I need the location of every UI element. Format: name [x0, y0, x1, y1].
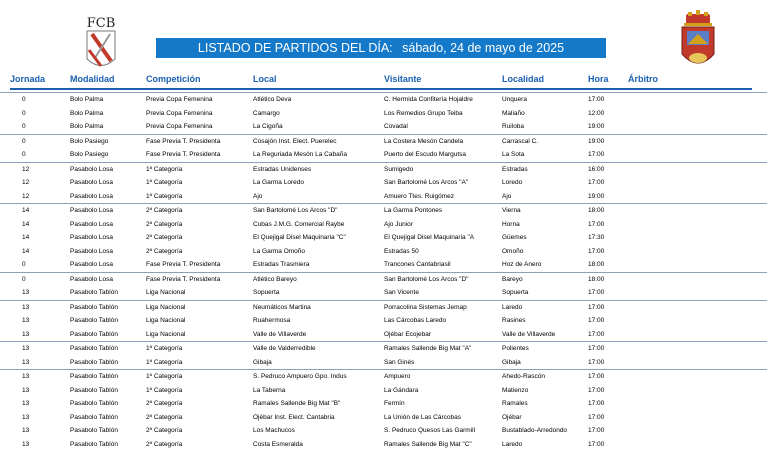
cell-modalidad: Pasabolo Tablón	[70, 427, 118, 434]
cell-competicion: 1ª Categoría	[146, 179, 183, 186]
cell-local: Sopuerta	[253, 289, 280, 296]
cell-local: Los Machucos	[253, 427, 295, 434]
table-row	[0, 218, 767, 232]
cell-localidad: Bareyo	[502, 275, 523, 283]
cell-visitante: La Costera Mesón Candela	[384, 137, 464, 145]
cell-modalidad: Bolo Pasiego	[70, 137, 109, 145]
fcb-logo	[80, 14, 122, 74]
cell-local: Costa Esmeralda	[253, 440, 303, 448]
cell-jornada: 13	[22, 440, 30, 448]
cell-competicion: Liga Nacional	[146, 303, 186, 311]
cell-localidad: Laredo	[502, 440, 523, 448]
table-row	[0, 369, 767, 384]
title-bar	[156, 38, 606, 58]
cell-competicion: 1ª Categoría	[146, 358, 183, 366]
cell-visitante: S. Pedruco Quesos Las Garmill	[384, 427, 476, 434]
cell-hora: 17:00	[588, 151, 605, 158]
cell-visitante: La Garma Pontones	[384, 207, 443, 214]
cell-localidad: Sopuerta	[502, 289, 529, 296]
table-row	[0, 286, 767, 300]
cell-localidad: Rasines	[502, 317, 526, 324]
cell-localidad: Polientes	[502, 345, 529, 352]
cell-local: Neumáticos Martina	[253, 303, 311, 311]
cell-localidad: Carrascal C.	[502, 137, 539, 145]
cell-local: Estradas Trasmiera	[253, 261, 310, 268]
cell-localidad: Gibaja	[502, 358, 521, 366]
cell-modalidad: Pasabolo Losa	[70, 234, 114, 241]
cell-local: Camargo	[253, 109, 280, 117]
cell-visitante: Trancones Cantabriasil	[384, 261, 451, 268]
cell-visitante: Los Remedios Grupo Teiba	[384, 109, 463, 117]
cell-local: La Reguriada Mesón La Cabaña	[253, 151, 347, 158]
header-arbitro: Árbitro	[628, 74, 658, 84]
cell-jornada: 0	[22, 137, 26, 145]
cell-hora: 17:00	[588, 303, 605, 311]
cell-visitante: El Quejigal Disel Maquinaria "A	[384, 234, 475, 241]
cell-competicion: 1ª Categoría	[146, 165, 183, 173]
cell-modalidad: Bolo Palma	[70, 109, 104, 117]
cell-jornada: 13	[22, 386, 30, 394]
cell-competicion: Fase Previa T. Presidenta	[146, 137, 221, 145]
cell-modalidad: Pasabolo Tablón	[70, 373, 118, 380]
cell-modalidad: Pasabolo Tablón	[70, 289, 118, 296]
cell-visitante: Covadal	[384, 123, 408, 130]
cell-modalidad: Pasabolo Losa	[70, 207, 114, 214]
cell-jornada: 12	[22, 179, 30, 186]
cell-competicion: 2ª Categoría	[146, 440, 183, 448]
cell-local: Ojébar Inst. Elect. Cantabria	[253, 413, 335, 421]
title-prefix: LISTADO DE PARTIDOS DEL DÍA:	[197, 41, 393, 55]
table-row	[0, 300, 767, 315]
cell-hora: 17:00	[588, 317, 605, 324]
cell-visitante: Amuero Ttes. Ruigómez	[384, 192, 454, 200]
cell-hora: 19:00	[588, 123, 605, 130]
cell-local: Gibaja	[253, 358, 272, 366]
cell-local: Atlético Deva	[253, 96, 292, 103]
cell-hora: 16:00	[588, 165, 605, 173]
table-row	[0, 245, 767, 259]
cell-local: Ajo	[253, 192, 263, 200]
cell-jornada: 14	[22, 207, 30, 214]
cell-visitante: Estradas 50	[384, 247, 419, 255]
cell-competicion: Liga Nacional	[146, 289, 186, 296]
cell-modalidad: Pasabolo Losa	[70, 247, 114, 255]
cell-jornada: 0	[22, 96, 26, 103]
cell-hora: 17:00	[588, 386, 605, 394]
table-row	[0, 258, 767, 272]
table-row	[0, 134, 767, 149]
table-row	[0, 314, 767, 328]
cell-local: La Garma Omoño	[253, 247, 306, 255]
cell-hora: 18:00	[588, 207, 605, 214]
header-competicion: Competición	[146, 74, 201, 84]
cell-jornada: 13	[22, 400, 30, 407]
cell-hora: 12:00	[588, 109, 605, 117]
cell-local: Valle de Valderredible	[253, 345, 316, 352]
fcb-logo-text: FCB	[86, 16, 116, 31]
cell-localidad: Ajo	[502, 192, 512, 200]
cell-modalidad: Pasabolo Tablón	[70, 400, 118, 407]
cell-localidad: Güemes	[502, 234, 527, 241]
cell-modalidad: Pasabolo Tablón	[70, 413, 118, 421]
cell-hora: 17:00	[588, 427, 605, 434]
table-row	[0, 341, 767, 356]
cell-hora: 17:00	[588, 413, 605, 421]
cell-jornada: 13	[22, 358, 30, 366]
cell-competicion: 2ª Categoría	[146, 427, 183, 434]
cell-visitante: Fermín	[384, 400, 405, 407]
cell-localidad: Maliaño	[502, 109, 525, 117]
cell-localidad: Ruiloba	[502, 123, 525, 130]
cell-jornada: 0	[22, 123, 26, 130]
cell-competicion: 1ª Categoría	[146, 345, 183, 352]
table-row	[0, 424, 767, 438]
cell-localidad: Ahedo-Rascón	[502, 373, 545, 380]
cell-modalidad: Pasabolo Tablón	[70, 303, 118, 311]
table-row	[0, 328, 767, 342]
cell-competicion: 2ª Categoría	[146, 400, 183, 407]
cell-visitante: Ajo Junior	[384, 220, 413, 228]
cell-competicion: 1ª Categoría	[146, 373, 183, 380]
cell-visitante: La Unión de Las Cárcobas	[384, 413, 461, 421]
cell-modalidad: Bolo Palma	[70, 96, 104, 103]
cell-local: Valle de Villaverde	[253, 330, 307, 338]
table-row	[0, 107, 767, 121]
cell-modalidad: Pasabolo Tablón	[70, 330, 118, 338]
title-date: sábado, 24 de mayo de 2025	[402, 41, 565, 55]
header-divider	[10, 88, 752, 90]
cell-visitante: San Vicente	[384, 289, 419, 296]
cell-visitante: Sumigedo	[384, 165, 414, 173]
cell-hora: 17:00	[588, 330, 605, 338]
cell-modalidad: Pasabolo Losa	[70, 261, 114, 268]
cell-visitante: San Bartolomé Los Arcos "D"	[384, 275, 469, 283]
cell-modalidad: Pasabolo Losa	[70, 179, 114, 186]
cell-modalidad: Pasabolo Tablón	[70, 440, 118, 448]
cell-localidad: Laredo	[502, 303, 523, 311]
cell-local: La Garma Loredo	[253, 179, 304, 186]
header-local: Local	[253, 74, 277, 84]
table-row	[0, 120, 767, 134]
cell-competicion: Previa Copa Femenina	[146, 96, 213, 103]
cell-modalidad: Pasabolo Tablón	[70, 345, 118, 352]
cell-jornada: 13	[22, 303, 30, 311]
cell-modalidad: Pasabolo Losa	[70, 220, 114, 228]
cell-hora: 19:00	[588, 137, 605, 145]
cell-local: San Bartolomé Los Arcos "D"	[253, 207, 338, 214]
table-row	[0, 397, 767, 411]
cell-competicion: Liga Nacional	[146, 330, 186, 338]
table-row	[0, 148, 767, 162]
table-row	[0, 438, 767, 452]
cell-localidad: Unquera	[502, 96, 527, 103]
cell-hora: 17:00	[588, 179, 605, 186]
cell-hora: 17:00	[588, 220, 605, 228]
cell-jornada: 14	[22, 220, 30, 228]
cell-modalidad: Pasabolo Tablón	[70, 386, 118, 394]
header-jornada: Jornada	[10, 74, 46, 84]
cell-competicion: Fase Previa T. Presidenta	[146, 151, 221, 158]
cell-visitante: San Ginés	[384, 358, 415, 366]
cell-local: Cosajón Inst. Elect. Puerelec	[253, 137, 337, 145]
table-row	[0, 190, 767, 204]
cell-local: S. Pedruco Ampuero Gpo. Indus	[253, 373, 347, 380]
cell-visitante: Ojébar Ecojebar	[384, 330, 431, 338]
cell-jornada: 0	[22, 261, 26, 268]
table-row	[0, 176, 767, 190]
cell-jornada: 0	[22, 275, 26, 283]
cell-jornada: 13	[22, 317, 30, 324]
cell-hora: 17:00	[588, 247, 605, 255]
cell-hora: 18:00	[588, 261, 605, 268]
cell-jornada: 13	[22, 345, 30, 352]
cell-competicion: Previa Copa Femenina	[146, 109, 213, 117]
header-localidad: Localidad	[502, 74, 545, 84]
cell-jornada: 14	[22, 247, 30, 255]
cell-visitante: Las Cárcobas Laredo	[384, 317, 447, 324]
cell-local: La Taberna	[253, 386, 286, 394]
cell-localidad: Ojébar	[502, 413, 522, 421]
cell-competicion: 2ª Categoría	[146, 413, 183, 421]
cell-competicion: 2ª Categoría	[146, 220, 183, 228]
cell-localidad: Matienzo	[502, 386, 529, 394]
cell-competicion: 1ª Categoría	[146, 386, 183, 394]
cell-visitante: C. Hermida Confitería Hojaldre	[384, 96, 473, 103]
cell-jornada: 0	[22, 151, 26, 158]
cell-visitante: Ramales Sallende Big Mat "A"	[384, 345, 472, 352]
header-visitante: Visitante	[384, 74, 422, 84]
cell-hora: 18:00	[588, 275, 605, 283]
cell-localidad: Vierna	[502, 207, 521, 214]
cell-hora: 17:30	[588, 234, 605, 241]
cell-local: La Cigoña	[253, 123, 283, 130]
cell-localidad: Horna	[502, 220, 520, 228]
cell-modalidad: Pasabolo Tablón	[70, 317, 118, 324]
table-row	[0, 203, 767, 218]
cell-modalidad: Pasabolo Losa	[70, 165, 114, 173]
cell-competicion: 2ª Categoría	[146, 247, 183, 255]
cell-modalidad: Bolo Palma	[70, 123, 104, 130]
cell-jornada: 13	[22, 427, 30, 434]
cell-localidad: Ramales	[502, 400, 528, 407]
cell-jornada: 13	[22, 373, 30, 380]
cell-jornada: 13	[22, 330, 30, 338]
cell-competicion: 1ª Categoría	[146, 192, 183, 200]
table-row	[0, 384, 767, 398]
table-row	[0, 162, 767, 177]
cell-jornada: 12	[22, 165, 30, 173]
cell-competicion: 2ª Categoría	[146, 207, 183, 214]
cell-localidad: Omoño	[502, 247, 524, 255]
cell-hora: 17:00	[588, 400, 605, 407]
cell-competicion: Previa Copa Femenina	[146, 123, 213, 130]
cell-visitante: Puerto del Escudo Margutsa	[384, 151, 467, 158]
cell-modalidad: Pasabolo Tablón	[70, 358, 118, 366]
cell-local: Cubas J.M.G. Comercial Raybe	[253, 220, 345, 228]
cell-visitante: Ampuero	[384, 373, 411, 380]
cell-hora: 17:00	[588, 440, 605, 448]
cell-local: Ruahermosa	[253, 317, 291, 324]
table-row	[0, 92, 767, 107]
cell-modalidad: Bolo Pasiego	[70, 151, 109, 158]
cell-visitante: La Gándara	[384, 386, 419, 394]
cell-jornada: 13	[22, 413, 30, 421]
cell-local: Estradas Unidenses	[253, 165, 312, 173]
cell-jornada: 0	[22, 109, 26, 117]
cell-competicion: Liga Nacional	[146, 317, 186, 324]
cell-local: El Quejigal Disel Maquinaria "C"	[253, 234, 346, 241]
table-row	[0, 411, 767, 425]
cell-hora: 17:00	[588, 358, 605, 366]
match-table	[0, 92, 767, 451]
cell-localidad: Valle de Villaverde	[502, 330, 556, 338]
cell-hora: 17:00	[588, 96, 605, 103]
column-headers	[0, 74, 767, 88]
cell-localidad: Hoz de Anero	[502, 261, 542, 268]
cell-local: Atlético Bareyo	[253, 275, 297, 283]
cell-jornada: 12	[22, 192, 30, 200]
cell-modalidad: Pasabolo Losa	[70, 275, 114, 283]
cell-competicion: Fase Previa T. Presidenta	[146, 261, 221, 268]
header-hora: Hora	[588, 74, 609, 84]
cell-localidad: Bustablado-Arredondo	[502, 427, 568, 434]
cell-jornada: 14	[22, 234, 30, 241]
cell-localidad: Loredo	[502, 179, 523, 186]
cell-visitante: Ramales Sallende Big Mat "C"	[384, 440, 472, 448]
cell-localidad: Estradas	[502, 165, 528, 173]
cell-hora: 17:00	[588, 373, 605, 380]
cell-visitante: San Bartolomé Los Arcos "A"	[384, 179, 469, 186]
table-row	[0, 272, 767, 287]
cell-visitante: Porracolina Sistemas Jemap	[384, 303, 467, 311]
cell-jornada: 13	[22, 289, 30, 296]
cell-competicion: 2ª Categoría	[146, 234, 183, 241]
cell-hora: 19:00	[588, 192, 605, 200]
cell-hora: 17:00	[588, 289, 605, 296]
cell-local: Ramales Sallende Big Mat "B"	[253, 400, 341, 407]
cell-competicion: Fase Previa T. Presidenta	[146, 275, 221, 283]
header-modalidad: Modalidad	[70, 74, 115, 84]
cell-modalidad: Pasabolo Losa	[70, 192, 114, 200]
table-row	[0, 356, 767, 370]
coat-of-arms-icon	[678, 10, 718, 74]
cell-hora: 17:00	[588, 345, 605, 352]
cell-localidad: La Sota	[502, 151, 525, 158]
table-row	[0, 231, 767, 245]
